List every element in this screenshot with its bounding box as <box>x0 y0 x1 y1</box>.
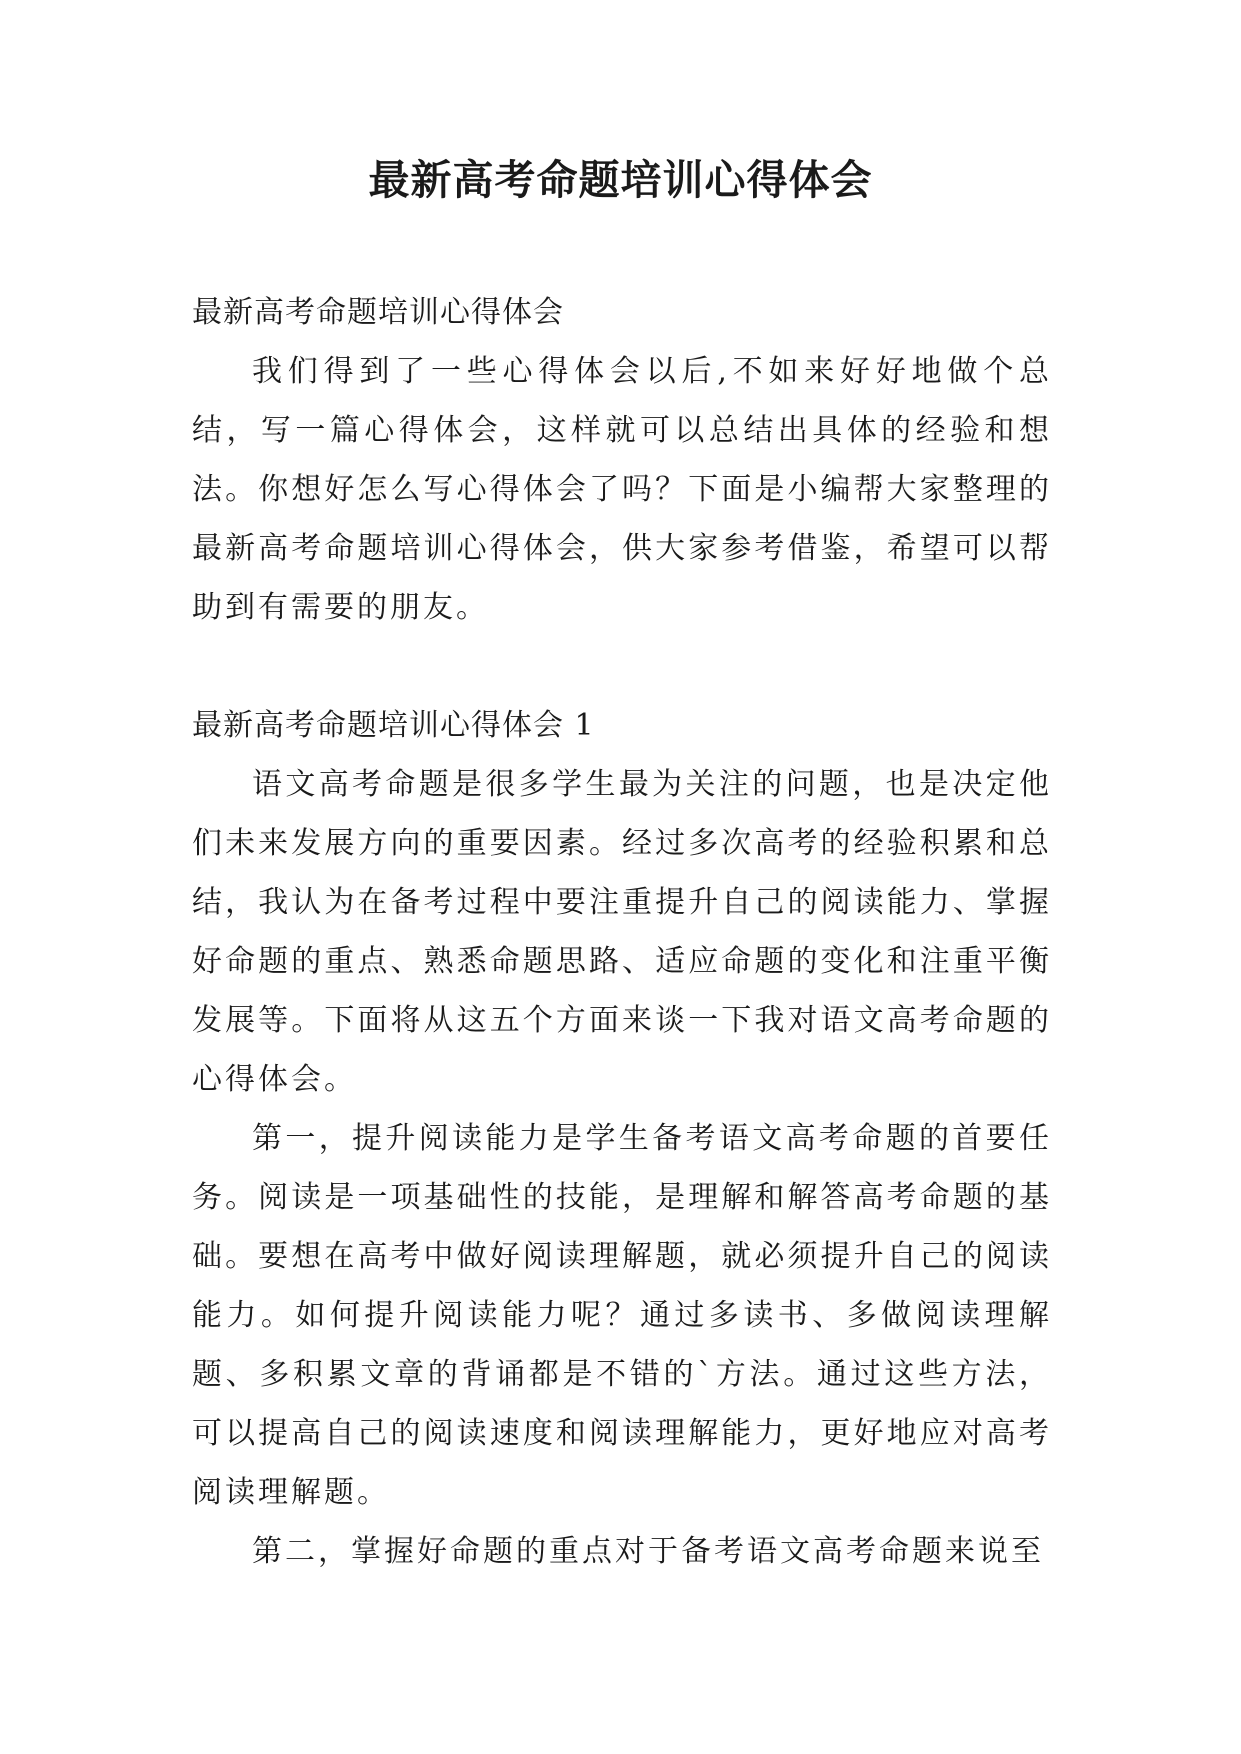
intro-heading: 最新高考命题培训心得体会 <box>192 295 564 330</box>
section1-paragraph-2: 第一，提升阅读能力是学生备考语文高考命题的首要任务。阅读是一项基础性的技能，是理解和解答高考命题的基础。要想在高考中做好阅读理解题，就必须提升自己的阅读能力。如何提升阅读能力呢？通过多读书、多做阅读理解题、多积累文章的背诵都是不错的`方法。通过这些方法，可以提高自己的阅读速度和阅读理解能力，更好地应对高考阅读理解题。 <box>192 1121 1052 1510</box>
section1-paragraph-1: 语文高考命题是很多学生最为关注的问题，也是决定他们未来发展方向的重要因素。经过多次高考的经验积累和总结，我认为在备考过程中要注重提升自己的阅读能力、掌握好命题的重点、熟悉命题思路、适应命题的变化和注重平衡发展等。下面将从这五个方面来谈一下我对语文高考命题的心得体会。 <box>192 767 1052 1097</box>
section1-paragraph-3: 第二，掌握好命题的重点对于备考语文高考命题来说至 <box>252 1534 1044 1569</box>
intro-paragraph: 我们得到了一些心得体会以后,不如来好好地做个总结，写一篇心得体会，这样就可以总结出具体的经验和想法。你想好怎么写心得体会了吗？下面是小编帮大家整理的最新高考命题培训心得体会，供大家参考借鉴，希望可以帮助到有需要的朋友。 <box>192 354 1052 625</box>
document-body <box>192 283 1052 1581</box>
section-spacer <box>192 637 1052 696</box>
section1-heading: 最新高考命题培训心得体会 1 <box>192 708 595 743</box>
document-title: 最新高考命题培训心得体会 <box>368 156 873 204</box>
